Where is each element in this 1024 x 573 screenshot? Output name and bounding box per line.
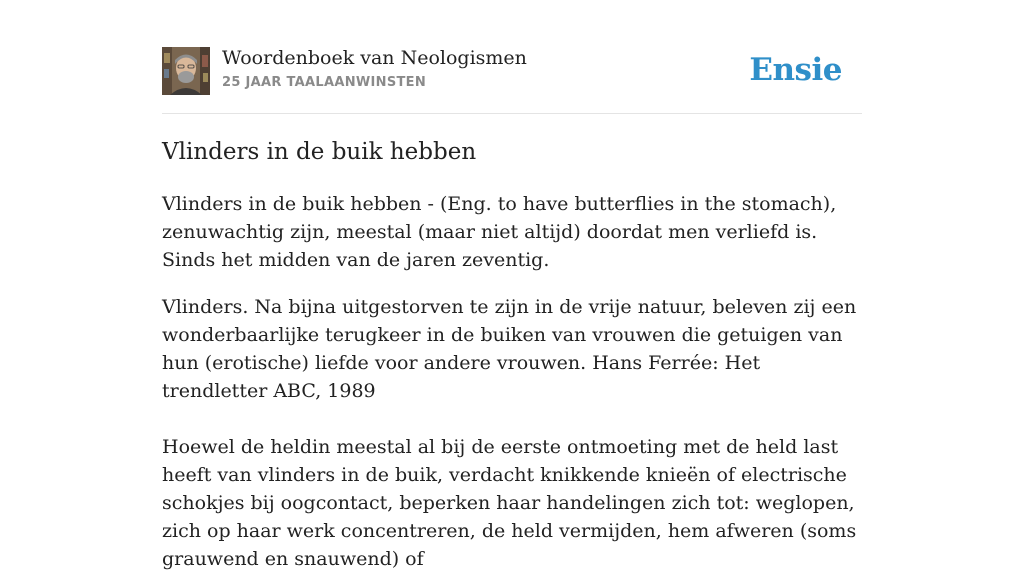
avatar-portrait-icon bbox=[162, 47, 210, 95]
definition-paragraph: Vlinders in de buik hebben - (Eng. to have butterflies in the stomach), zenuwachtig zijn, meestal (maar niet altijd) doordat men verliefd is. Sinds het midden van de jaren zeventig. bbox=[162, 193, 837, 271]
site-header bbox=[162, 46, 862, 96]
site-tagline: 25 JAAR TAALAANWINSTEN bbox=[222, 75, 427, 90]
example-paragraph: Hoewel de heldin meestal al bij de eerste ontmoeting met de held last heeft van vlinders in de buik, verdacht knikkende knieën of electrische schokjes bij oogcontact, beperken haar handelingen zich tot: weglopen, zich op haar werk concentreren, de held vermijden, hem afweren (soms grauwend en snauwend) of bbox=[162, 436, 857, 570]
author-avatar[interactable] bbox=[162, 47, 210, 95]
header-divider bbox=[162, 113, 862, 114]
entry-content bbox=[162, 136, 862, 573]
quote-paragraph: Vlinders. Na bijna uitgestorven te zijn in de vrije natuur, beleven zij een wonderbaarlijke terugkeer in de buiken van vrouwen die getuigen van hun (erotische) liefde voor andere vrouwen. Hans Ferrée: Het trendletter ABC, 1989 bbox=[162, 296, 857, 402]
brand-logo-link[interactable]: Ensie bbox=[749, 52, 842, 88]
entry-title: Vlinders in de buik hebben bbox=[162, 139, 477, 165]
site-name[interactable]: Woordenboek van Neologismen bbox=[222, 47, 527, 69]
